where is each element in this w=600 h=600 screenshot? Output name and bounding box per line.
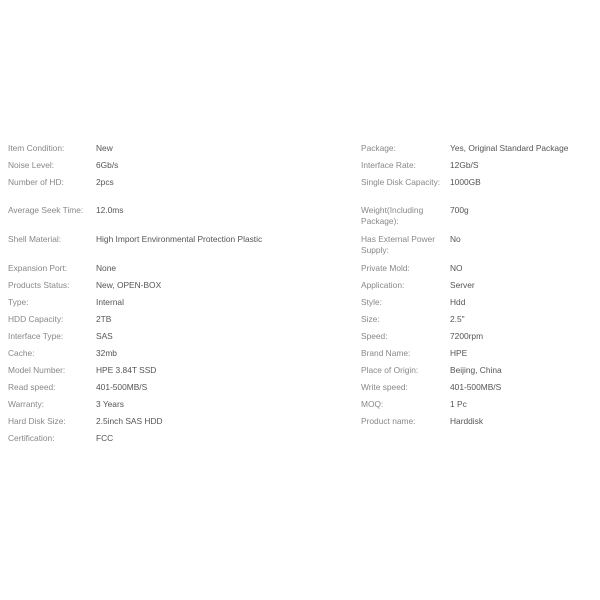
spec-label: Type: [8, 297, 29, 307]
spec-label: Single Disk Capacity: [361, 177, 441, 187]
spec-label: MOQ: [361, 399, 384, 409]
spec-row [8, 348, 592, 365]
spec-row [8, 234, 592, 263]
spec-value: Harddisk [450, 416, 484, 426]
spec-label: Product name: [361, 416, 416, 426]
spec-label: Weight(Including Package): [361, 205, 424, 226]
spec-label: Private Mold: [361, 263, 410, 273]
spec-row [8, 433, 592, 450]
spec-value: 700g [450, 205, 469, 215]
spec-row [8, 382, 592, 399]
spec-label: Place of Origin: [361, 365, 419, 375]
spec-value: HPE [450, 348, 468, 358]
spec-label: Speed: [361, 331, 388, 341]
spec-value: Internal [96, 297, 124, 307]
spec-value: No [450, 234, 461, 244]
spec-value: 2.5" [450, 314, 465, 324]
spec-value: 2.5inch SAS HDD [96, 416, 163, 426]
spec-row [8, 160, 592, 177]
spec-label: Shell Material: [8, 234, 62, 244]
spec-value: High Import Environmental Protection Plastic [96, 234, 263, 244]
spec-value: Beijing, China [450, 365, 502, 375]
spec-label: Products Status: [8, 280, 70, 290]
spec-row [8, 263, 592, 280]
spec-value: HPE 3.84T SSD [96, 365, 157, 375]
spec-label: Brand Name: [361, 348, 411, 358]
spec-value: New, OPEN-BOX [96, 280, 162, 290]
spec-label: Hard Disk Size: [8, 416, 66, 426]
spec-value: NO [450, 263, 463, 273]
spec-value: 6Gb/s [96, 160, 119, 170]
spec-label: Read speed: [8, 382, 56, 392]
spec-row [8, 331, 592, 348]
spec-row [8, 205, 592, 234]
specifications-table [8, 143, 592, 450]
spec-value: 1000GB [450, 177, 481, 187]
spec-label: Style: [361, 297, 382, 307]
spec-label: Average Seek Time: [8, 205, 84, 215]
spec-value: Hdd [450, 297, 466, 307]
spec-value: 7200rpm [450, 331, 484, 341]
spec-row [8, 416, 592, 433]
spec-value: 3 Years [96, 399, 124, 409]
spec-value: 401-500MB/S [450, 382, 502, 392]
spec-value: 12Gb/S [450, 160, 479, 170]
spec-value: SAS [96, 331, 113, 341]
spec-value: 1 Pc [450, 399, 467, 409]
spec-label: HDD Capacity: [8, 314, 64, 324]
spec-label: Number of HD: [8, 177, 64, 187]
spec-value: None [96, 263, 117, 273]
spec-label: Size: [361, 314, 380, 324]
spec-label: Write speed: [361, 382, 408, 392]
spec-value: 12.0ms [96, 205, 124, 215]
spec-row [8, 143, 592, 160]
spec-value: 401-500MB/S [96, 382, 148, 392]
spec-label: Interface Rate: [361, 160, 416, 170]
spec-value: Yes, Original Standard Package [450, 143, 569, 153]
spec-label: Interface Type: [8, 331, 64, 341]
spec-value: 32mb [96, 348, 117, 358]
spec-label: Warranty: [8, 399, 44, 409]
spec-value: FCC [96, 433, 114, 443]
spec-row [8, 314, 592, 331]
spec-label: Noise Level: [8, 160, 55, 170]
spec-label: Model Number: [8, 365, 66, 375]
spec-value: 2pcs [96, 177, 114, 187]
spec-row [8, 399, 592, 416]
spec-row [8, 297, 592, 314]
spec-label: Has External Power Supply: [361, 234, 436, 255]
spec-value: Server [450, 280, 475, 290]
spec-row [8, 365, 592, 382]
spec-value: New [96, 143, 113, 153]
spec-row [8, 280, 592, 297]
spec-label: Package: [361, 143, 396, 153]
spec-label: Expansion Port: [8, 263, 68, 273]
spec-row [8, 177, 592, 205]
spec-label: Certification: [8, 433, 55, 443]
spec-label: Item Condition: [8, 143, 65, 153]
spec-label: Cache: [8, 348, 35, 358]
spec-value: 2TB [96, 314, 112, 324]
spec-label: Application: [361, 280, 405, 290]
